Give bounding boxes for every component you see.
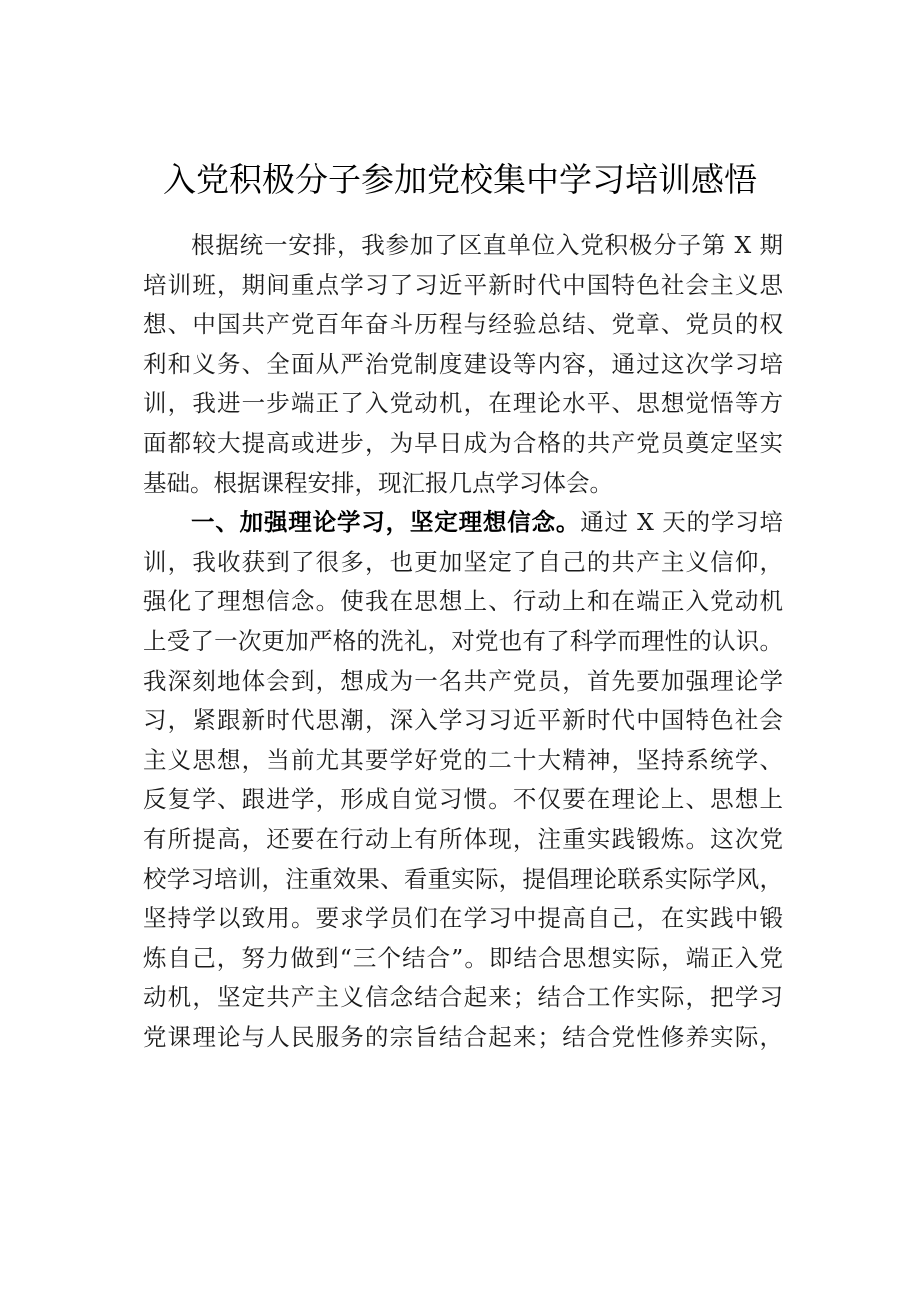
paragraph-2-line-10: 校学习培训，注重效果、看重实际，提倡理论联系实际学风，	[143, 864, 783, 893]
document-title: 入党积极分子参加党校集中学习培训感悟	[163, 160, 757, 199]
paragraph-2-line-5: 我深刻地体会到，想成为一名共产党员，首先要加强理论学	[143, 666, 783, 695]
paragraph-1-line-5: 训，我进一步端正了入党动机，在理论水平、思想觉悟等方	[143, 389, 783, 418]
paragraph-2-line-7: 主义思想，当前尤其要学好党的二十大精神，坚持系统学、	[143, 745, 783, 774]
paragraph-2-line-9: 有所提高，还要在行动上有所体现，注重实践锻炼。这次党	[143, 824, 783, 853]
paragraph-2-line-3: 强化了理想信念。使我在思想上、行动上和在端正入党动机	[143, 587, 783, 616]
paragraph-1-line-3: 想、中国共产党百年奋斗历程与经验总结、党章、党员的权	[143, 310, 783, 339]
paragraph-2-line-2: 训，我收获到了很多，也更加坚定了自己的共产主义信仰，	[143, 547, 783, 576]
paragraph-2-line-13: 动机，坚定共产主义信念结合起来；结合工作实际，把学习	[143, 983, 783, 1012]
paragraph-1-line-6: 面都较大提高或进步，为早日成为合格的共产党员奠定坚实	[143, 428, 783, 457]
paragraph-2-line-6: 习，紧跟新时代思潮，深入学习习近平新时代中国特色社会	[143, 706, 783, 735]
paragraph-2-line-12: 炼自己，努力做到“三个结合”。即结合思想实际，端正入党	[143, 943, 783, 972]
paragraph-2-line-14: 党课理论与人民服务的宗旨结合起来；结合党性修养实际，	[143, 1022, 783, 1051]
paragraph-1-line-2: 培训班，期间重点学习了习近平新时代中国特色社会主义思	[143, 270, 783, 299]
paragraph-2-line-8: 反复学、跟进学，形成自觉习惯。不仅要在理论上、思想上	[143, 785, 783, 814]
section-heading: 一、加强理论学习，坚定理想信念。	[191, 508, 581, 537]
paragraph-1-line-7: 基础。根据课程安排，现汇报几点学习体会。	[143, 468, 613, 497]
paragraph-2-line-1-rest: 通过 X 天的学习培	[580, 508, 783, 537]
paragraph-1-line-1: 根据统一安排，我参加了区直单位入党积极分子第 X 期	[191, 231, 783, 259]
paragraph-1-line-4: 利和义务、全面从严治党制度建设等内容，通过这次学习培	[143, 349, 783, 378]
paragraph-2-line-4: 上受了一次更加严格的洗礼，对党也有了科学而理性的认识。	[143, 626, 783, 655]
paragraph-2-line-11: 坚持学以致用。要求学员们在学习中提高自己，在实践中锻	[143, 904, 783, 933]
paragraph-2-line-1	[143, 503, 783, 543]
document-body	[143, 226, 783, 1057]
